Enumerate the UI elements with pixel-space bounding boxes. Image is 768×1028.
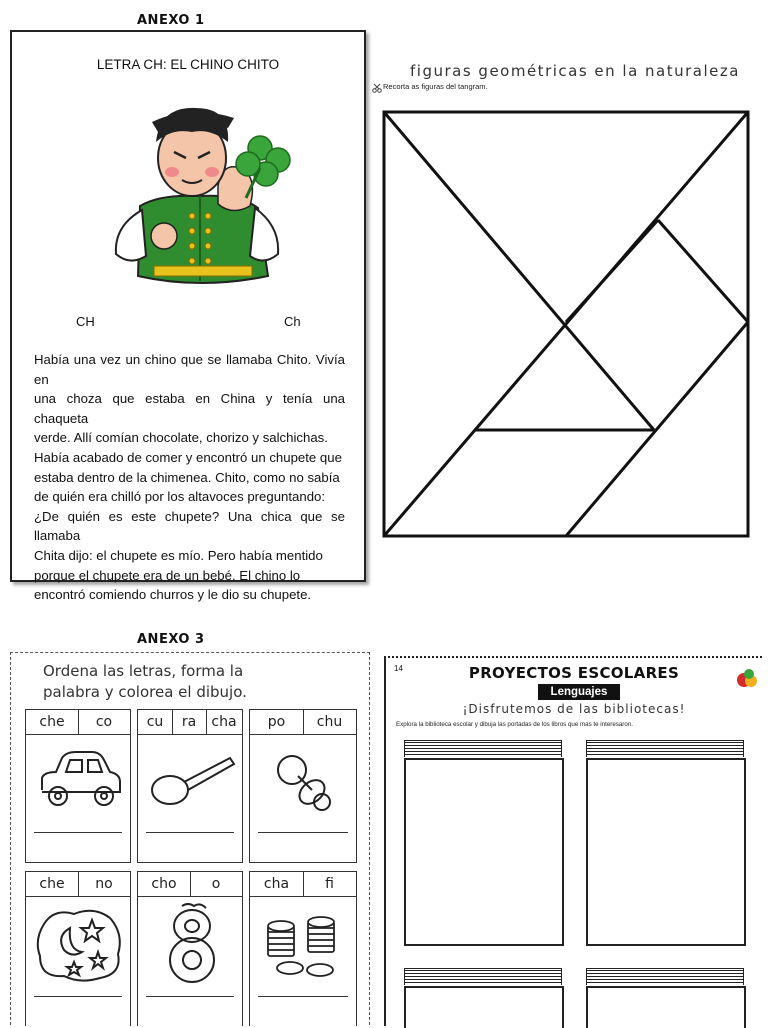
word-card [25, 871, 131, 1026]
syllable-box: no [78, 872, 130, 897]
story-line: estaba dentro de la chimenea. Chito, como no sabía [34, 469, 340, 485]
tangram-instruction: Recorta as figuras del tangram. [383, 82, 488, 91]
book-cover-frame[interactable] [404, 968, 562, 1026]
syllable-box: che [26, 872, 79, 897]
syllable-box: chu [303, 710, 356, 735]
syllable-box: po [250, 710, 304, 735]
tangram-puzzle [382, 110, 750, 538]
story-line: ¿De quién es este chupete? Una chica que se llamaba [34, 508, 345, 544]
syllable-box: che [26, 710, 79, 735]
answer-line[interactable] [146, 832, 234, 833]
subject-badge: Lenguajes [538, 684, 620, 700]
answer-line[interactable] [34, 832, 122, 833]
apple-icon [736, 666, 758, 690]
book-cover-frame[interactable] [586, 740, 744, 944]
spoon-icon [148, 750, 236, 810]
lower-ch-label: Ch [284, 314, 301, 329]
story-line: Chita dijo: el chupete es mío. Pero había mentido [34, 547, 323, 563]
tangram-title: figuras geométricas en la naturaleza [410, 62, 740, 80]
story-line: verde. Allí comían chocolate, chorizo y salchichas. [34, 430, 328, 446]
book-cover-frame[interactable] [586, 968, 744, 1026]
syllable-box: cha [250, 872, 304, 897]
night-sky-icon [34, 904, 124, 984]
story-line: Había acabado de comer y encontró un chupete que [34, 449, 342, 465]
syllable-box: cha [206, 710, 242, 735]
story-text [34, 350, 345, 605]
word-card [249, 871, 357, 1026]
syllable-box: fi [303, 872, 356, 897]
syllable-worksheet [10, 652, 370, 1025]
worksheet-instruction [43, 661, 247, 703]
story-card [10, 30, 366, 603]
syllable-box: ra [172, 710, 207, 735]
projects-instruction: Explora la biblioteca escolar y dibuja las portadas de los libros que mas te interesaron. [396, 721, 633, 728]
story-line: de quién era chilló por los altavoces preguntando: [34, 489, 326, 505]
anexo-3-heading: ANEXO 3 [137, 632, 205, 647]
story-line: encontró comiendo churros y le dio su chupete. [34, 587, 312, 603]
answer-line[interactable] [258, 832, 348, 833]
syllable-box: cho [138, 872, 191, 897]
answer-line[interactable] [146, 996, 234, 997]
answer-line[interactable] [258, 996, 348, 997]
syllable-box: co [78, 710, 130, 735]
chinese-boy-illustration [100, 76, 300, 296]
page-number: 14 [394, 664, 403, 673]
syllable-box: o [190, 872, 242, 897]
anexo-1-heading: ANEXO 1 [137, 13, 205, 28]
scissors-icon [372, 80, 382, 98]
instruction-line-1: Ordena las letras, forma la [43, 662, 244, 680]
pacifier-icon [272, 750, 336, 814]
car-icon [36, 748, 124, 812]
poker-chips-icon [264, 906, 344, 982]
story-line: Había una vez un chino que se llamaba Chito. Vivía en [34, 352, 345, 387]
story-title: LETRA CH: EL CHINO CHITO [96, 57, 280, 72]
word-card [249, 709, 357, 863]
story-line: una choza que estaba en China y tenía una chaqueta [34, 391, 345, 426]
syllable-box: cu [138, 710, 173, 735]
word-card [137, 709, 243, 863]
school-projects-page [384, 656, 762, 1026]
projects-subtitle: ¡Disfrutemos de las bibliotecas! [462, 702, 686, 716]
word-card [137, 871, 243, 1026]
projects-title: PROYECTOS ESCOLARES [468, 664, 680, 682]
answer-line[interactable] [34, 996, 122, 997]
instruction-line-2: palabra y colorea el dibujo. [43, 683, 247, 701]
story-line: porque el chupete era de un bebé. El chino lo [34, 567, 301, 583]
book-cover-frame[interactable] [404, 740, 562, 944]
upper-ch-label: CH [76, 314, 95, 329]
number-eight-icon [164, 902, 220, 986]
word-card [25, 709, 131, 863]
